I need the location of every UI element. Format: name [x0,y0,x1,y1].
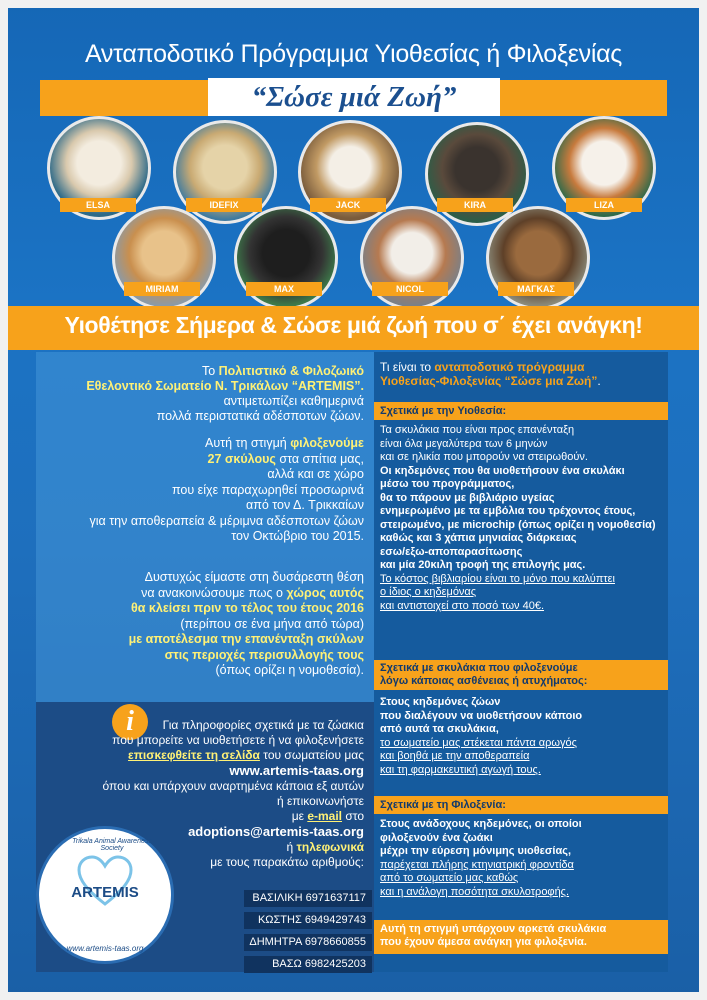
adoption-heading: Σχετικά με την Υιοθεσία: [374,402,668,420]
logo-ring-text: Trikala Animal Awareness Society [72,838,152,852]
email-link[interactable]: adoptions@artemis-taas.org [188,824,364,839]
fostering-text: Στους ανάδοχους κηδεμόνες, οι οποίοι φιλοξενούν ένα ζωάκι μέχρι την εύρεση μόνιμης υιοθεσίας, παρέχεται πλήρης κτηνιατρική φροντίδα από το σωματείο μας καθώς και η ανάλογη ποσότητα σκυλοτροφής. [380,818,582,898]
phone-vasiliki[interactable]: ΒΑΣΙΛΙΚΗ 6971637117 [244,890,372,907]
dog-label-jack: JACK [310,198,386,212]
logo-name: ARTEMIS [71,884,139,901]
website-page-link[interactable]: επισκεφθείτε τη σελίδα [128,748,260,762]
heart-icon [75,852,135,912]
dog-label-idefix: IDEFIX [186,198,262,212]
urgent-notice: Αυτή τη στιγμή υπάρχουν αρκετά σκυλάκια που έχουν άμεσα ανάγκη για φιλοξενία. [374,920,668,954]
phone-dimitra[interactable]: ΔΗΜΗΤΡΑ 6978660855 [244,934,372,951]
dog-label-magkas: ΜΑΓΚΑΣ [498,282,574,296]
dog-label-max: MAX [246,282,322,296]
phone-kostis[interactable]: ΚΩΣΤΗΣ 6949429743 [244,912,372,929]
logo-url: www.artemis-taas.org [66,944,144,953]
about-paragraph-1: Το Πολιτιστικό & Φιλοζωικό Εθελοντικό Σωματείο Ν. Τρικάλων “ARTEMIS”. αντιμετωπίζει καθημερινά πολλά περιστατικά αδέσποτων ζώων. [86,364,364,423]
contact-text: Για πληροφορίες σχετικά με τα ζώακια που μπορείτε να υιοθετήσετε ή να φιλοξενήσετε επισκεφθείτε τη σελίδα του σωματείου μας www.artemis-taas.org όπου και υπάρχουν αναρτημένα κάποια εξ αυτών ή επικοινωνήστε με e-mail στο adoptions@artemis-taas.org ή τηλεφωνικά με τους παρακάτω αριθμούς: [102,718,364,869]
dog-label-liza: LIZA [566,198,642,212]
slogan-text: Υιοθέτησε Σήμερα & Σώσε μιά ζωή που σ΄ έχει ανάγκη! [64,312,643,338]
poster-title: Ανταποδοτικό Πρόγραμμα Υιοθεσίας ή Φιλοξενίας [84,40,622,68]
dog-label-nicol: NICOL [372,282,448,296]
dog-label-kira: KIRA [437,198,513,212]
phone-vaso[interactable]: ΒΑΣΩ 6982425203 [244,956,372,973]
about-paragraph-3: Δυστυχώς είμαστε στη δυσάρεστη θέση να ανακοινώσουμε πως ο χώρος αυτός θα κλείσει πριν το τέλος του έτους 2016 (περίπου σε ένα μήνα από τώρα) με αποτέλεσμα την επανένταξη σκύλων στις περιοχές περισυλλογής τους (όπως ορίζει η νομοθεσία). [128,570,364,677]
fostering-heading: Σχετικά με τη Φιλοξενία: [374,796,668,814]
about-paragraph-2: Αυτή τη στιγμή φιλοξενούμε 27 σκύλους στα σπίτια μας, αλλά και σε χώρο που είχε παραχωρηθεί προσωρινά από τον Δ. Τρικκαίων για την αποθεραπεία & μέριμνα αδέσποτων ζώων τον Οκτώβριο του 2015. [89,436,364,543]
adoption-text: Τα σκυλάκια που είναι προς επανένταξη είναι όλα μεγαλύτερα των 6 μηνών και σε ηλικία που μπορούν να στειρωθούν. Οι κηδεμόνες που θα υιοθετήσουν ένα σκυλάκι μέσω του προγράμματος, θα το πάρουν με βιβλιάριο υγείας ενημερωμένο με τα εμβόλια του τρέχοντος έτους, στειρωμένο, με microchip (όπως ορίζει η νομοθεσία) καθώς και 3 χάπια μηνιαίας διάρκειας εσω/εξω-αποπαρασίτωσης και μία 20κιλη τροφή της επιλογής μας. Το κόστος βιβλιαρίου είναι το μόνο που καλύπτει ο ίδιος ο κηδεμόνας και αντιστοιχεί στο ποσό των 40€. [380,424,656,612]
illness-heading: Σχετικά με σκυλάκια που φιλοξενούμε λόγω κάποιας ασθένειας ή ατυχήματος: [374,660,668,690]
poster-subtitle: “Σώσε μιά Ζωή” [208,78,500,116]
info-icon: i [112,704,148,740]
illness-text: Στους κηδεμόνες ζώων που διαλέγουν να υιοθετήσουν κάποιο από αυτά τα σκυλάκια, το σωματείο μας στέκεται πάντα αρωγός και βοηθά με την αποθεραπεία και τη φαρμακευτική αγωγή τους. [380,696,583,776]
dog-label-miriam: MIRIAM [124,282,200,296]
program-intro: Τι είναι το ανταποδοτικό πρόγραμμα Υιοθεσίας-Φιλοξενίας “Σώσε μια Ζωή”. [380,360,601,388]
website-link[interactable]: www.artemis-taas.org [229,763,364,778]
dog-label-elsa: ELSA [60,198,136,212]
